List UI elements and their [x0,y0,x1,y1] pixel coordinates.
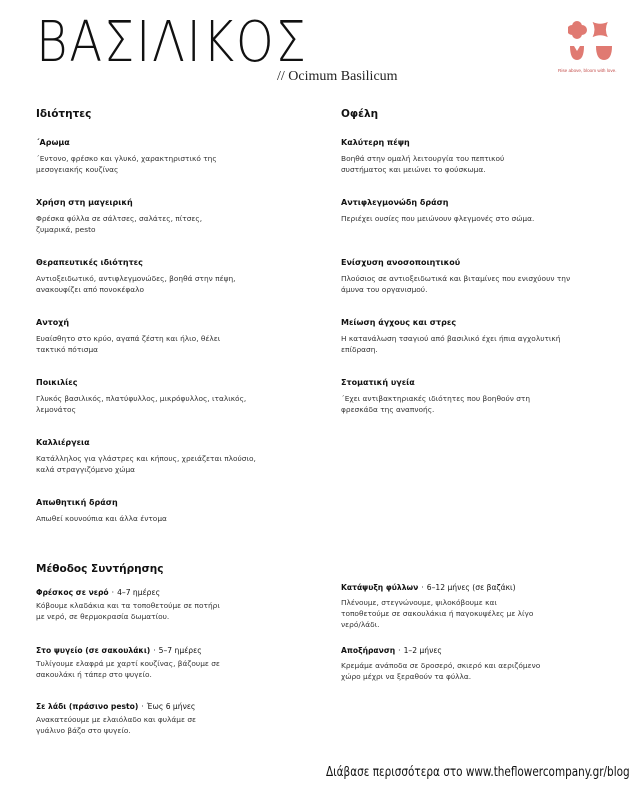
benefit-text: Πλούσιος σε αντιοξειδωτικά και βιταμίνες που ενισχύουν την άμυνα του οργανισμού. [341,274,571,294]
method-title-line: Σε λάδι (πράσινο pesto) · Έως 6 μήνες [36,702,196,711]
properties-heading: Ιδιότητες [36,108,92,120]
method-duration: Έως 6 μήνες [146,702,196,711]
footer-link[interactable]: Διάβασε περισσότερα στο www.theflowercompany.gr/blog [326,764,630,780]
storage-method [341,583,606,630]
benefits-heading: Οφέλη [341,108,379,120]
property-item [36,498,291,524]
storage-method [341,646,606,682]
brand-tagline: Rise above, bloom with love. [558,68,617,73]
property-text: Γλυκός βασιλικός, πλατύφυλλος, μικρόφυλλος, ιταλικός, λεμονάτος [36,394,247,414]
method-title-line: Αποξήρανση · 1–2 μήνες [341,646,442,655]
property-item [36,198,291,235]
property-item [36,258,291,295]
method-duration: 6–12 μήνες (σε βαζάκι) [426,583,516,592]
benefit-text: ΄Εχει αντιβακτηριακές ιδιότητες που βοηθούν στη φρεσκάδα της αναπνοής. [341,394,531,414]
property-item [36,138,291,175]
method-text: Πλένουμε, στεγνώνουμε, ψιλοκόβουμε και τοποθετούμε σε σακουλάκια ή παγοκυψέλες με λίγο νερό/λάδι. [341,598,534,629]
storage-method [36,702,301,736]
method-duration: 1–2 μήνες [403,646,442,655]
property-title: Ποικιλίες [36,378,78,387]
property-text: Ευαίσθητο στο κρύο, αγαπά ζέστη και ήλιο, θέλει τακτικό πότισμα [36,334,221,354]
benefit-item [341,318,611,355]
benefit-text: Βοηθά στην ομαλή λειτουργία του πεπτικού συστήματος και μειώνει το φούσκωμα. [341,154,505,174]
property-text: Απωθεί κουνούπια και άλλα έντομα [36,514,167,523]
property-title: Θεραπευτικές ιδιότητες [36,258,143,267]
property-title: ΄Αρωμα [36,138,70,147]
benefit-title: Ενίσχυση ανοσοποιητικού [341,258,461,267]
storage-heading: Μέθοδος Συντήρησης [36,563,164,575]
benefit-title: Αντιφλεγμονώδη δράση [341,198,449,207]
method-title: Φρέσκος σε νερό [36,588,109,597]
storage-method [36,588,301,622]
method-text: Ανακατεύουμε με ελαιόλαδο και φυλάμε σε γυάλινο βάζο στο ψυγείο. [36,715,196,735]
method-text: Τυλίγουμε ελαφρά με χαρτί κουζίνας, βάζουμε σε σακουλάκι ή τάπερ στο ψυγείο. [36,659,220,679]
property-item [36,378,291,415]
benefit-title: Στοματική υγεία [341,378,415,387]
method-title-line: Κατάψυξη φύλλων · 6–12 μήνες (σε βαζάκι) [341,583,516,592]
benefit-title: Καλύτερη πέψη [341,138,410,147]
method-duration: 4–7 ημέρες [117,588,161,597]
benefit-item [341,378,611,415]
method-title-line: Στο ψυγείο (σε σακουλάκι) · 5–7 ημέρες [36,646,202,655]
property-title: Καλλιέργεια [36,438,90,447]
property-text: ΄Εντονο, φρέσκο και γλυκό, χαρακτηριστικό της μεσογειακής κουζίνας [36,154,217,174]
method-text: Κόβουμε κλαδάκια και τα τοποθετούμε σε ποτήρι με νερό, σε θερμοκρασία δωματίου. [36,601,220,621]
method-title: Κατάψυξη φύλλων [341,583,419,592]
benefit-item [341,138,611,175]
brand-logo-icon [568,20,622,66]
method-title: Σε λάδι (πράσινο pesto) [36,702,139,711]
storage-method [36,646,301,680]
benefit-title: Μείωση άγχους και στρες [341,318,457,327]
method-text: Κρεμάμε ανάποδα σε δροσερό, σκιερό και αεριζόμενο χώρο μέχρι να ξεραθούν τα φύλλα. [341,661,541,681]
property-text: Κατάλληλος για γλάστρες και κήπους, χρειάζεται πλούσιο, καλά στραγγιζόμενο χώμα [36,454,256,474]
benefit-item [341,198,611,224]
method-duration: 5–7 ημέρες [158,646,202,655]
benefit-text: Περιέχει ουσίες που μειώνουν φλεγμονές στο σώμα. [341,214,535,223]
page-subtitle: // Ocimum Basilicum [277,69,398,84]
method-title: Αποξήρανση [341,646,396,655]
property-item [36,318,291,355]
property-item [36,438,291,475]
benefit-text: Η κατανάλωση τσαγιού από βασιλικό έχει ήπια αγχολυτική επίδραση. [341,334,561,354]
method-title: Στο ψυγείο (σε σακουλάκι) [36,646,151,655]
property-title: Αντοχή [36,318,70,327]
property-title: Χρήση στη μαγειρική [36,198,133,207]
benefit-item [341,258,611,295]
method-title-line: Φρέσκος σε νερό · 4–7 ημέρες [36,588,161,597]
property-title: Απωθητική δράση [36,498,118,507]
page-title: ΒΑΣΙΛΙΚΟΣ [36,10,308,75]
property-text: Αντιοξειδωτικό, αντιφλεγμονώδες, βοηθά στην πέψη, ανακουφίζει από πονοκέφαλο [36,274,236,294]
property-text: Φρέσκα φύλλα σε σάλτσες, σαλάτες, πίτσες, ζυμαρικά, pesto [36,214,203,234]
